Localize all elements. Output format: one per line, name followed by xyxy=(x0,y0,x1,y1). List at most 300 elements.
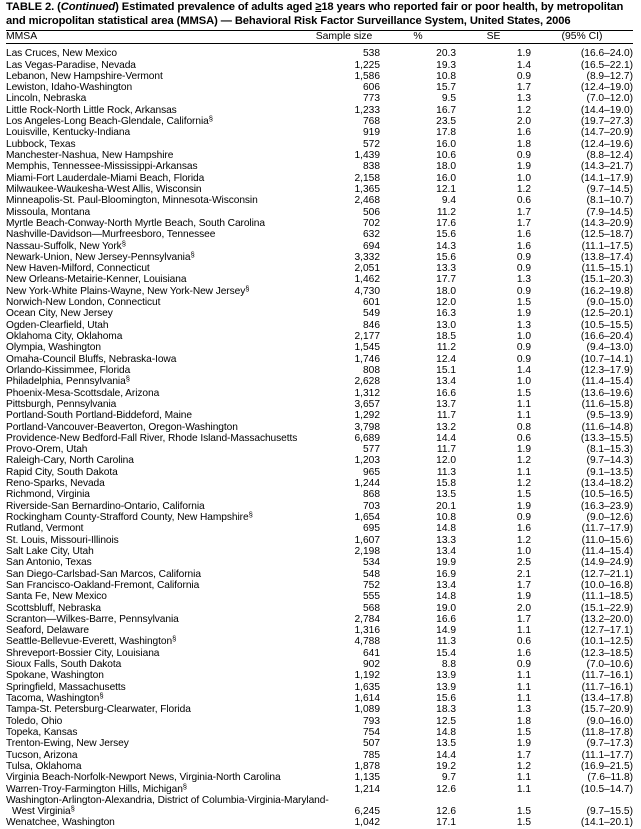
table-row xyxy=(6,467,633,478)
mmsa-label: Rockingham County-Strafford County, New Hampshire§ xyxy=(6,510,253,523)
ci-value: (12.3–18.5) xyxy=(580,647,633,659)
ci-value: (14.9–24.9) xyxy=(580,557,633,569)
table-row xyxy=(6,772,633,783)
sample-size-value: 601 xyxy=(363,297,380,309)
ci-value: (9.0–12.6) xyxy=(586,512,633,523)
ci-value: (10.7–14.1) xyxy=(580,353,633,365)
footnote-marker-icon: § xyxy=(190,249,195,259)
table-row xyxy=(6,150,633,161)
mmsa-label: Santa Fe, New Mexico xyxy=(6,591,107,603)
mmsa-label: Myrtle Beach-Conway-North Myrtle Beach, South Carolina xyxy=(6,217,265,229)
table-row xyxy=(6,60,633,71)
table-row xyxy=(6,195,633,206)
sample-size-value: 1,225 xyxy=(354,59,380,71)
percent-value: 16.6 xyxy=(436,613,456,625)
percent-value: 13.4 xyxy=(436,376,456,388)
mmsa-label: Lubbock, Texas xyxy=(6,138,76,150)
sample-size-value: 1,365 xyxy=(354,183,380,195)
table-row xyxy=(6,161,633,172)
sample-size-value: 1,203 xyxy=(354,455,380,467)
se-value: 1.0 xyxy=(516,545,531,557)
se-value: 0.9 xyxy=(516,659,531,671)
ci-value: (12.5–20.1) xyxy=(580,308,633,320)
sample-size-value: 548 xyxy=(363,568,380,580)
column-header-se: SE xyxy=(486,31,501,43)
mmsa-label: Orlando-Kissimmee, Florida xyxy=(6,364,131,376)
ci-value: (9.5–13.9) xyxy=(586,410,633,422)
se-value: 1.1 xyxy=(516,693,531,704)
se-value: 1.1 xyxy=(516,783,531,795)
ci-value: (16.6–24.0) xyxy=(580,48,633,60)
ci-value: (11.6–14.8) xyxy=(581,421,633,433)
table-row xyxy=(6,399,633,410)
table-row xyxy=(6,139,633,150)
mmsa-label: Scottsbluff, Nebraska xyxy=(6,602,101,614)
mmsa-label: Milwaukee-Waukesha-West Allis, Wisconsin xyxy=(6,183,202,195)
ci-value: (10.1–12.5) xyxy=(580,636,633,648)
table-row xyxy=(6,693,633,704)
percent-value: 13.7 xyxy=(436,398,456,410)
se-value: 1.5 xyxy=(516,806,531,818)
ci-value: (8.1–15.3) xyxy=(586,444,633,456)
table-row xyxy=(6,263,633,274)
ci-value: (7.9–14.5) xyxy=(586,206,633,218)
se-value: 1.9 xyxy=(516,161,531,173)
table-row xyxy=(6,48,633,59)
ci-value: (9.7–15.5) xyxy=(586,806,633,818)
ci-value: (12.5–18.7) xyxy=(580,229,633,241)
sample-size-value: 3,798 xyxy=(354,421,380,433)
sample-size-value: 506 xyxy=(363,206,380,218)
percent-value: 20.1 xyxy=(436,500,456,512)
ci-value: (13.8–17.4) xyxy=(580,251,633,263)
table-row xyxy=(6,489,633,500)
se-value: 1.8 xyxy=(516,715,531,727)
ci-value: (11.0–15.6) xyxy=(581,534,633,546)
table-row xyxy=(6,422,633,433)
se-value: 1.5 xyxy=(516,297,531,309)
sample-size-value: 1,089 xyxy=(354,704,380,716)
se-value: 1.6 xyxy=(516,127,531,139)
table-row xyxy=(6,207,633,218)
percent-value: 12.6 xyxy=(436,783,456,795)
ci-value: (9.7–17.3) xyxy=(586,738,633,750)
footnote-marker-icon: § xyxy=(245,283,250,293)
ci-value: (14.4–19.0) xyxy=(580,104,633,116)
mmsa-label: Norwich-New London, Connecticut xyxy=(6,297,161,309)
se-value: 1.1 xyxy=(516,625,531,637)
se-value: 1.1 xyxy=(516,398,531,410)
percent-value: 9.7 xyxy=(441,772,456,784)
ci-value: (16.5–22.1) xyxy=(580,59,633,71)
table-row xyxy=(6,501,633,512)
percent-value: 12.5 xyxy=(436,715,456,727)
percent-value: 17.8 xyxy=(436,127,456,139)
se-value: 1.3 xyxy=(516,319,531,331)
ci-value: (11.5–15.1) xyxy=(581,263,633,275)
se-value: 1.7 xyxy=(516,206,531,218)
mmsa-label: Toledo, Ohio xyxy=(6,715,63,727)
sample-size-value: 752 xyxy=(363,579,380,591)
mmsa-label: Seattle-Bellevue-Everett, Washington§ xyxy=(6,634,177,648)
ci-value: (15.7–20.9) xyxy=(580,704,633,716)
se-value: 1.3 xyxy=(516,93,531,105)
mmsa-label: Newark-Union, New Jersey-Pennsylvania§ xyxy=(6,249,195,263)
sample-size-value: 1,746 xyxy=(354,353,380,365)
se-value: 1.2 xyxy=(516,183,531,195)
mmsa-label: Lincoln, Nebraska xyxy=(6,93,87,105)
mmsa-label: Los Angeles-Long Beach-Glendale, California§ xyxy=(6,114,213,128)
ci-value: (14.7–20.9) xyxy=(580,127,633,139)
sample-size-value: 703 xyxy=(363,500,380,512)
ci-value: (8.9–12.7) xyxy=(586,70,633,82)
percent-value: 14.3 xyxy=(436,240,456,252)
mmsa-label: Olympia, Washington xyxy=(6,342,101,354)
se-value: 1.9 xyxy=(516,500,531,512)
percent-value: 9.4 xyxy=(441,195,456,207)
table-row xyxy=(6,241,633,252)
greater-equal-icon: ≥ xyxy=(315,1,322,13)
sample-size-value: 868 xyxy=(363,489,380,501)
percent-value: 19.3 xyxy=(436,59,456,71)
sample-size-value: 507 xyxy=(363,738,380,750)
se-value: 1.9 xyxy=(516,444,531,456)
sample-size-value: 632 xyxy=(363,229,380,241)
se-value: 1.7 xyxy=(516,613,531,625)
mmsa-label: Salt Lake City, Utah xyxy=(6,545,94,557)
sample-size-value: 1,654 xyxy=(354,512,380,523)
mmsa-label: Louisville, Kentucky-Indiana xyxy=(6,127,131,139)
sample-size-value: 4,730 xyxy=(354,285,380,297)
se-value: 1.7 xyxy=(516,217,531,229)
mmsa-label: Nashville-Davidson—Murfreesboro, Tennessee xyxy=(6,229,216,241)
table-row xyxy=(6,184,633,195)
mmsa-label: Springfield, Massachusetts xyxy=(6,681,126,693)
ci-value: (9.1–13.5) xyxy=(586,466,633,478)
sample-size-value: 965 xyxy=(363,466,380,478)
se-value: 1.5 xyxy=(516,726,531,738)
mmsa-label: Philadelphia, Pennsylvania§ xyxy=(6,374,130,388)
sample-size-value: 808 xyxy=(363,364,380,376)
percent-value: 13.0 xyxy=(436,319,456,331)
percent-value: 11.2 xyxy=(436,206,456,218)
mmsa-label: Shreveport-Bossier City, Louisiana xyxy=(6,647,160,659)
table-row xyxy=(6,229,633,240)
table-row xyxy=(6,116,633,127)
ci-value: (13.4–17.8) xyxy=(580,693,633,704)
sample-size-value: 2,177 xyxy=(354,331,380,342)
percent-value: 17.7 xyxy=(436,274,456,286)
sample-size-value: 6,245 xyxy=(354,806,380,818)
percent-value: 15.8 xyxy=(436,478,456,490)
table-row xyxy=(6,716,633,727)
mmsa-label: Manchester-Nashua, New Hampshire xyxy=(6,150,174,161)
table-row xyxy=(6,659,633,670)
sample-size-value: 2,628 xyxy=(354,376,380,388)
percent-value: 14.8 xyxy=(436,591,456,603)
mmsa-label: Virginia Beach-Norfolk-Newport News, Virginia-North Carolina xyxy=(6,772,281,784)
se-value: 1.4 xyxy=(516,364,531,376)
sample-size-value: 1,312 xyxy=(354,387,380,399)
sample-size-value: 3,332 xyxy=(354,251,380,263)
sample-size-value: 641 xyxy=(363,647,380,659)
se-value: 0.9 xyxy=(516,285,531,297)
mmsa-label: Scranton—Wilkes-Barre, Pennsylvania xyxy=(6,613,179,625)
table-row xyxy=(6,704,633,715)
se-value: 0.8 xyxy=(516,421,531,433)
se-value: 1.9 xyxy=(516,48,531,60)
se-value: 1.0 xyxy=(516,331,531,342)
sample-size-value: 1,607 xyxy=(354,534,380,546)
percent-value: 20.3 xyxy=(436,48,456,60)
table-row xyxy=(6,274,633,285)
table-row xyxy=(6,795,633,806)
mmsa-label: Tucson, Arizona xyxy=(6,749,78,761)
ci-value: (11.1–17.5) xyxy=(581,240,633,252)
sample-size-value: 694 xyxy=(363,240,380,252)
sample-size-value: 4,788 xyxy=(354,636,380,648)
mmsa-label: Reno-Sparks, Nevada xyxy=(6,478,105,490)
footnote-marker-icon: § xyxy=(70,804,75,814)
percent-value: 13.3 xyxy=(436,263,456,275)
ci-value: (16.2–19.8) xyxy=(580,285,633,297)
mmsa-label: Sioux Falls, South Dakota xyxy=(6,659,122,671)
percent-value: 19.0 xyxy=(436,602,456,614)
table-row xyxy=(6,105,633,116)
sample-size-value: 1,635 xyxy=(354,681,380,693)
table-row xyxy=(6,727,633,738)
mmsa-label: Las Cruces, New Mexico xyxy=(6,48,117,60)
ci-value: (10.5–14.7) xyxy=(580,783,633,795)
mmsa-label: Rapid City, South Dakota xyxy=(6,466,118,478)
ci-value: (15.1–20.3) xyxy=(580,274,633,286)
column-header-mmsa: MMSA xyxy=(6,31,38,43)
table-row xyxy=(6,591,633,602)
table-row xyxy=(6,761,633,772)
table-row xyxy=(6,286,633,297)
percent-value: 13.4 xyxy=(436,579,456,591)
ci-value: (8.1–10.7) xyxy=(586,195,633,207)
percent-value: 13.3 xyxy=(436,534,456,546)
sample-size-value: 6,689 xyxy=(354,432,380,444)
table-row xyxy=(6,218,633,229)
percent-value: 15.6 xyxy=(436,251,456,263)
se-value: 1.1 xyxy=(516,772,531,784)
se-value: 0.9 xyxy=(516,70,531,82)
se-value: 0.6 xyxy=(516,195,531,207)
sample-size-value: 3,657 xyxy=(354,398,380,410)
sample-size-value: 1,614 xyxy=(354,693,380,704)
mmsa-label: Seaford, Delaware xyxy=(6,625,90,637)
se-value: 1.2 xyxy=(516,760,531,772)
percent-value: 18.5 xyxy=(436,331,456,342)
se-value: 1.2 xyxy=(516,104,531,116)
ci-value: (7.0–12.0) xyxy=(586,93,633,105)
sample-size-value: 1,135 xyxy=(354,772,380,784)
ci-value: (14.1–20.1) xyxy=(580,817,633,829)
percent-value: 12.0 xyxy=(436,455,456,467)
table-row xyxy=(6,365,633,376)
mmsa-label: St. Louis, Missouri-Illinois xyxy=(6,534,119,546)
table-row xyxy=(6,127,633,138)
percent-value: 18.0 xyxy=(436,161,456,173)
sample-size-value: 902 xyxy=(363,659,380,671)
percent-value: 15.1 xyxy=(436,364,456,376)
table-row xyxy=(6,738,633,749)
ci-value: (16.3–23.9) xyxy=(580,500,633,512)
column-header-ci: (95% CI) xyxy=(561,31,603,43)
se-value: 0.9 xyxy=(516,251,531,263)
percent-value: 12.1 xyxy=(436,183,456,195)
footnote-marker-icon: § xyxy=(172,634,177,644)
ci-value: (12.3–17.9) xyxy=(580,364,633,376)
ci-value: (12.4–19.0) xyxy=(580,82,633,94)
mmsa-label: Tampa-St. Petersburg-Clearwater, Florida xyxy=(6,704,191,716)
mmsa-label: Lewiston, Idaho-Washington xyxy=(6,82,133,94)
mmsa-label: Portland-South Portland-Biddeford, Maine xyxy=(6,410,192,422)
table-row xyxy=(6,342,633,353)
ci-value: (10.5–16.5) xyxy=(580,489,633,501)
se-value: 1.5 xyxy=(516,489,531,501)
mmsa-label: San Diego-Carlsbad-San Marcos, California xyxy=(6,568,201,580)
mmsa-label: Trenton-Ewing, New Jersey xyxy=(6,738,129,750)
mmsa-label: Topeka, Kansas xyxy=(6,726,78,738)
table-row xyxy=(6,750,633,761)
se-value: 1.4 xyxy=(516,59,531,71)
sample-size-value: 1,214 xyxy=(354,783,380,795)
percent-value: 11.7 xyxy=(436,410,456,422)
table-title-age: 18 xyxy=(321,1,334,13)
table-row xyxy=(6,784,633,795)
ci-value: (12.4–19.6) xyxy=(580,138,633,150)
percent-value: 14.9 xyxy=(436,625,456,637)
sample-size-value: 1,545 xyxy=(354,342,380,354)
table-row xyxy=(6,320,633,331)
sample-size-value: 1,233 xyxy=(354,104,380,116)
table-row xyxy=(6,410,633,421)
mmsa-label: San Francisco-Oakland-Fremont, California xyxy=(6,579,200,591)
se-value: 1.3 xyxy=(516,704,531,716)
table-row xyxy=(6,806,633,817)
header-row xyxy=(6,31,633,44)
table-row xyxy=(6,297,633,308)
ci-value: (11.6–15.8) xyxy=(581,398,633,410)
table-row xyxy=(6,331,633,342)
sample-size-value: 773 xyxy=(363,93,380,105)
ci-value: (11.7–16.1) xyxy=(581,670,633,682)
se-value: 1.3 xyxy=(516,274,531,286)
se-value: 0.9 xyxy=(516,342,531,354)
ci-value: (11.1–17.7) xyxy=(581,749,633,761)
mmsa-label: Warren-Troy-Farmington Hills, Michigan§ xyxy=(6,781,187,795)
ci-value: (13.3–15.5) xyxy=(580,432,633,444)
mmsa-label: New Haven-Milford, Connecticut xyxy=(6,263,150,275)
se-value: 2.1 xyxy=(516,568,531,580)
sample-size-value: 555 xyxy=(363,591,380,603)
mmsa-label: Las Vegas-Paradise, Nevada xyxy=(6,59,136,71)
se-value: 2.0 xyxy=(516,116,531,128)
sample-size-value: 1,192 xyxy=(354,670,380,682)
mmsa-label: Oklahoma City, Oklahoma xyxy=(6,331,123,342)
sample-size-value: 577 xyxy=(363,444,380,456)
percent-value: 10.8 xyxy=(436,70,456,82)
footnote-marker-icon: § xyxy=(208,114,213,124)
se-value: 1.7 xyxy=(516,749,531,761)
se-value: 1.2 xyxy=(516,478,531,490)
sample-size-value: 768 xyxy=(363,116,380,128)
se-value: 1.2 xyxy=(516,455,531,467)
table-row xyxy=(6,444,633,455)
table-row xyxy=(6,636,633,647)
mmsa-label: New York-White Plains-Wayne, New York-New Jersey§ xyxy=(6,283,250,297)
sample-size-value: 785 xyxy=(363,749,380,761)
mmsa-label: Rutland, Vermont xyxy=(6,523,84,535)
ci-value: (11.4–15.4) xyxy=(581,545,633,557)
mmsa-label: Wenatchee, Washington xyxy=(6,817,115,829)
se-value: 1.5 xyxy=(516,387,531,399)
ci-value: (11.4–15.4) xyxy=(581,376,633,388)
footnote-marker-icon: § xyxy=(121,238,126,248)
table-row xyxy=(6,71,633,82)
footnote-marker-icon: § xyxy=(248,510,253,519)
percent-value: 10.6 xyxy=(436,150,456,161)
mmsa-label: Providence-New Bedford-Fall River, Rhode Island-Massachusetts xyxy=(6,432,298,444)
mmsa-label-line2: West Virginia§ xyxy=(12,804,75,818)
se-value: 1.1 xyxy=(516,466,531,478)
footnote-marker-icon: § xyxy=(182,781,187,791)
sample-size-value: 1,292 xyxy=(354,410,380,422)
table-head xyxy=(6,31,633,44)
sample-size-value: 1,316 xyxy=(354,625,380,637)
sample-size-value: 549 xyxy=(363,308,380,320)
se-value: 2.0 xyxy=(516,602,531,614)
mmsa-label: Tacoma, Washington§ xyxy=(6,691,104,704)
table-row xyxy=(6,603,633,614)
se-value: 1.1 xyxy=(516,410,531,422)
mmsa-label: Portland-Vancouver-Beaverton, Oregon-Washington xyxy=(6,421,238,433)
table-row xyxy=(6,817,633,828)
se-value: 1.0 xyxy=(516,172,531,184)
column-header-percent: % xyxy=(413,31,423,43)
percent-value: 11.3 xyxy=(436,636,456,648)
table-row xyxy=(6,569,633,580)
ci-value: (9.7–14.5) xyxy=(586,183,633,195)
table-row xyxy=(6,557,633,568)
sample-size-value: 1,244 xyxy=(354,478,380,490)
se-value: 1.9 xyxy=(516,308,531,320)
percent-value: 12.6 xyxy=(436,806,456,818)
se-value: 2.5 xyxy=(516,557,531,569)
mmsa-label: Pittsburgh, Pennsylvania xyxy=(6,398,117,410)
sample-size-value: 1,586 xyxy=(354,70,380,82)
percent-value: 16.9 xyxy=(436,568,456,580)
ci-value: (13.2–20.0) xyxy=(580,613,633,625)
footnote-marker-icon: § xyxy=(99,691,104,700)
percent-value: 23.5 xyxy=(436,116,456,128)
ci-value: (11.7–16.1) xyxy=(581,681,633,693)
ci-value: (7.6–11.8) xyxy=(587,772,633,784)
ci-value: (14.3–21.7) xyxy=(580,161,633,173)
sample-size-value: 538 xyxy=(363,48,380,60)
percent-value: 16.3 xyxy=(436,308,456,320)
sample-size-value: 2,468 xyxy=(354,195,380,207)
ci-value: (12.7–17.1) xyxy=(580,625,633,637)
footnote-marker-icon: § xyxy=(125,374,130,384)
table-row xyxy=(6,433,633,444)
table-row xyxy=(6,512,633,523)
table-row xyxy=(6,376,633,387)
table-title-suffix-b: years who reported fair or poor health, by metropolitan and micropolitan statistical area (MMSA) — Behavioral Risk Factor Surveillance System, United States, 2006 xyxy=(6,1,624,27)
